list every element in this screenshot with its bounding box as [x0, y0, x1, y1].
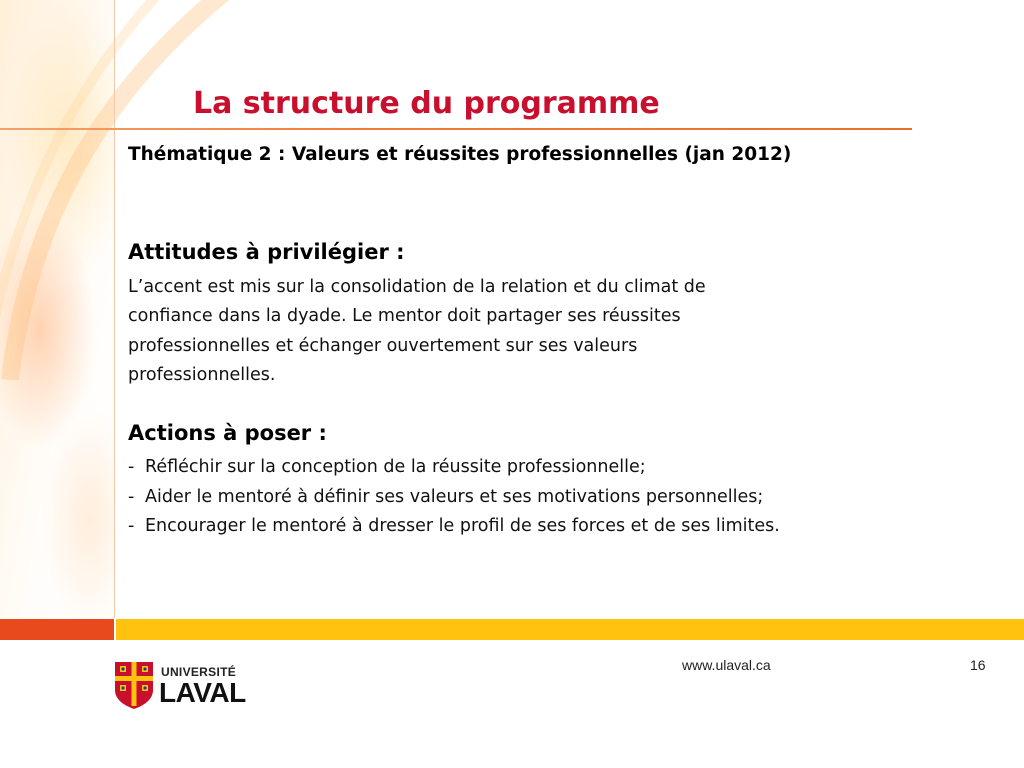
- bullet-dash: -: [128, 457, 135, 477]
- bullet-dash: -: [128, 486, 135, 507]
- bullet-dash: -: [128, 516, 135, 536]
- footer-bar-yellow: [116, 619, 1024, 640]
- actions-list: [128, 453, 780, 542]
- attitudes-heading: Attitudes à privilégier :: [128, 240, 405, 264]
- logo-text-laval: LAVAL: [159, 677, 246, 708]
- list-item: [128, 483, 780, 513]
- left-divider: [114, 0, 115, 618]
- footer-url: www.ulaval.ca: [682, 657, 771, 673]
- attitudes-paragraph: [128, 273, 828, 390]
- list-item-text: Encourager le mentoré à dresser le profil de ses forces et de ses limites.: [145, 516, 780, 536]
- paragraph-line: L’accent est mis sur la consolidation de la relation et du climat de: [128, 277, 706, 297]
- paragraph-line: professionnelles.: [128, 364, 276, 385]
- logo-text-universite: UNIVERSITÉ: [161, 665, 237, 679]
- list-item: [128, 512, 780, 542]
- university-shield-icon: [113, 660, 155, 710]
- paragraph-line: professionnelles et échanger ouvertement sur ses valeurs: [128, 335, 638, 356]
- paragraph-line: confiance dans la dyade. Le mentor doit partager ses réussites: [128, 306, 681, 327]
- slide-subtitle: Thématique 2 : Valeurs et réussites professionnelles (jan 2012): [128, 144, 792, 165]
- university-logo: [113, 660, 246, 712]
- page-number: 16: [970, 657, 986, 673]
- actions-heading: Actions à poser :: [128, 421, 327, 445]
- page-title: La structure du programme: [193, 86, 660, 121]
- list-item-text: Réfléchir sur la conception de la réussite professionnelle;: [145, 457, 646, 477]
- title-underline: [0, 128, 912, 130]
- list-item-text: Aider le mentoré à définir ses valeurs et ses motivations personnelles;: [145, 486, 764, 507]
- footer-bar-orange: [0, 619, 114, 640]
- list-item: [128, 453, 780, 483]
